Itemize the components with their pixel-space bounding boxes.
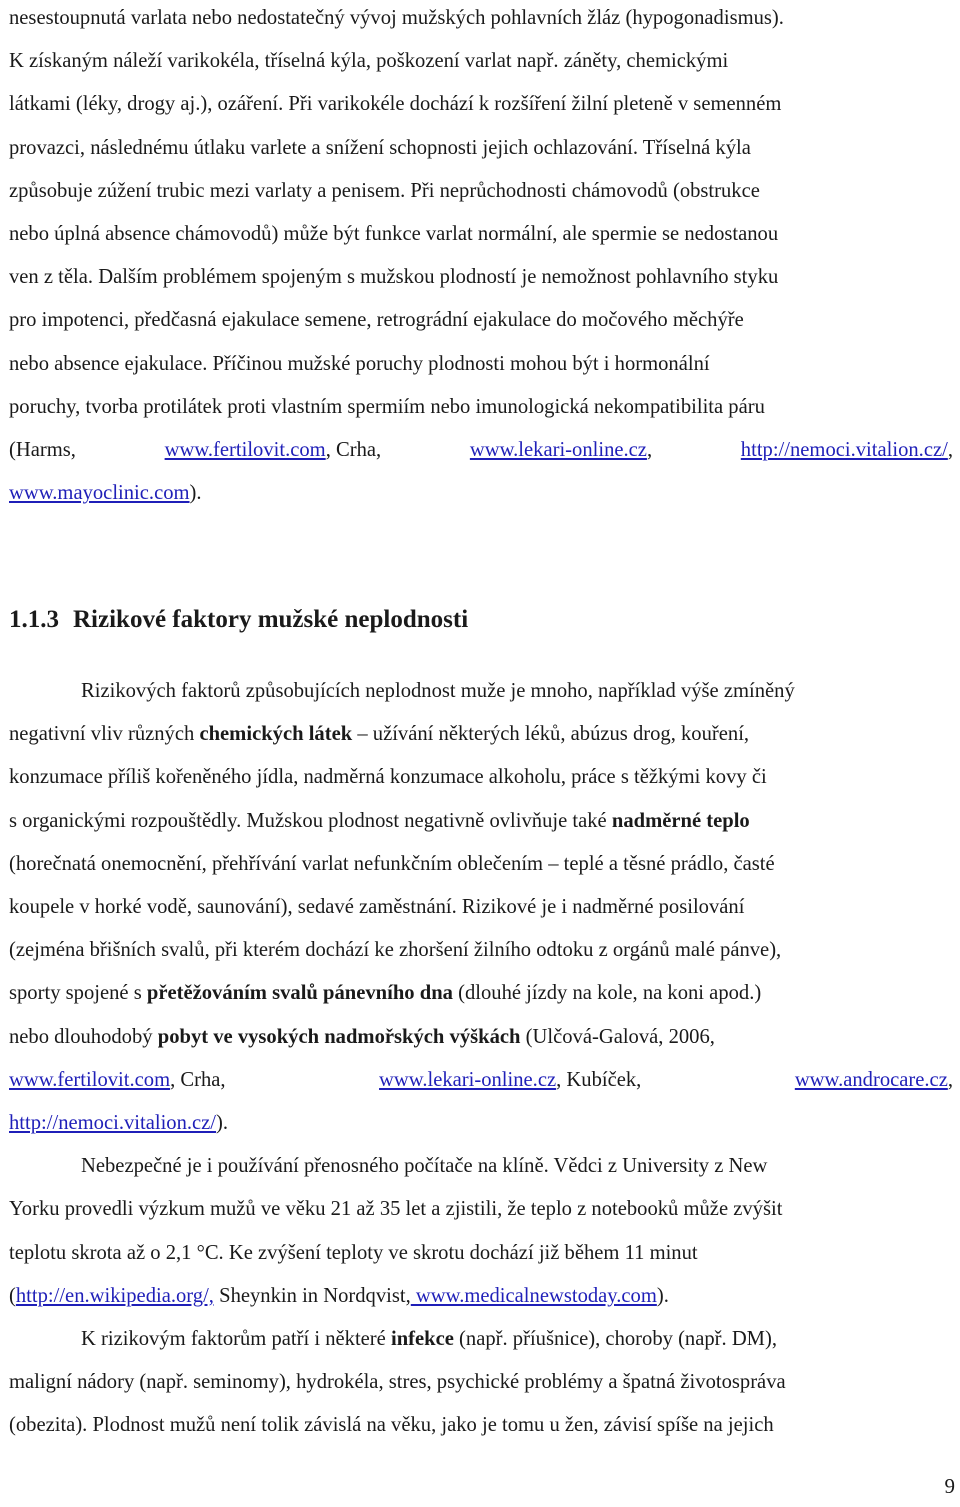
text: , [947, 1068, 953, 1091]
text: , [947, 439, 953, 462]
paragraph-line-references [9, 429, 953, 472]
link-androcare[interactable]: www.androcare.cz [794, 1068, 948, 1091]
section-title: Rizikové faktory mužské neplodnosti [73, 606, 469, 633]
paragraph-line: nesestoupnutá varlata nebo nedostatečný vývoj mužských pohlavních žláz (hypogonadismus). [9, 7, 784, 29]
bold-text: pobyt ve vysokých nadmořských výškách [157, 1025, 521, 1048]
text: K rizikovým faktorům patří i některé [81, 1328, 386, 1351]
link-fertilovit[interactable]: www.fertilovit.com [9, 1068, 171, 1091]
text: (Harms, [9, 439, 76, 462]
paragraph-line: ven z těla. Dalším problémem spojeným s mužskou plodností je nemožnost pohlavního styku [9, 266, 779, 289]
text: , Crha, [170, 1068, 226, 1091]
text-group [741, 429, 953, 472]
link-fertilovit[interactable]: www.fertilovit.com [164, 439, 326, 462]
text-group [795, 1059, 953, 1102]
paragraph-line: (horečnatá onemocnění, přehřívání varlat nefunkčním oblečením – teplé a těsné prádlo, časté [9, 852, 775, 875]
paragraph-line-references [9, 1059, 953, 1102]
text: Sheynkin in Nordqvist, [213, 1284, 411, 1307]
paragraph-line: teplotu skrota až o 2,1 °C. Ke zvýšení teploty ve skrotu dochází již během 11 minut [9, 1241, 698, 1264]
paragraph-line [9, 1016, 953, 1059]
text-group [165, 429, 382, 472]
text: ). [189, 482, 202, 505]
text: ). [216, 1112, 229, 1135]
text-group [379, 1059, 641, 1102]
paragraph-line: (obezita). Plodnost mužů není tolik závislá na věku, jako je tomu u žen, závisí spíše na jejich [9, 1414, 774, 1437]
link-wikipedia[interactable]: http://en.wikipedia.org/, [15, 1284, 214, 1307]
link-medicalnewstoday[interactable]: www.medicalnewstoday.com [410, 1284, 657, 1307]
paragraph-line: koupele v horké vodě, saunování), sedavé zaměstnání. Rizikové je i nadměrné posilování [9, 896, 745, 919]
text: , Kubíček, [556, 1068, 642, 1091]
text: (např. příušnice), choroby (např. DM), [459, 1328, 778, 1351]
paragraph-line: látkami (léky, drogy aj.), ozáření. Při varikokéle dochází k rozšíření žilní pleteně v semenném [9, 93, 782, 116]
link-nemoci-vitalion[interactable]: http://nemoci.vitalion.cz/ [740, 439, 948, 462]
text: nebo dlouhodobý [9, 1025, 153, 1048]
paragraph-line: pro impotenci, předčasná ejakulace semene, retrográdní ejakulace do močového měchýře [9, 309, 744, 332]
paragraph-line: provazci, následnému útlaku varlete a snížení schopnosti jejich ochlazování. Tříselná kýla [9, 136, 751, 159]
paragraph-line [9, 1318, 953, 1361]
text-group [9, 1059, 226, 1102]
text: (dlouhé jízdy na kole, na koni apod.) [458, 982, 762, 1005]
bold-text: chemických látek [199, 723, 353, 746]
paragraph-line: (zejména břišních svalů, při kterém dochází ke zhoršení žilního odtoku z orgánů malé pánve), [9, 939, 782, 962]
paragraph-line [9, 713, 953, 756]
section-number: 1.1.3 [9, 606, 59, 633]
paragraph-line: způsobuje zúžení trubic mezi varlaty a penisem. Při neprůchodnosti chámovodů (obstrukce [9, 179, 760, 202]
paragraph-line: Rizikových faktorů způsobujících neplodnost muže je mnoho, například výše zmíněný [81, 680, 795, 702]
text: – užívání některých léků, abúzus drog, kouření, [357, 723, 750, 746]
text-group [470, 429, 652, 472]
page-number: 9 [944, 1474, 955, 1498]
text: ( [9, 1284, 16, 1307]
link-lekari-online[interactable]: www.lekari-online.cz [469, 439, 647, 462]
paragraph-line [9, 972, 953, 1015]
paragraph-line: nebo úplná absence chámovodů) může být funkce varlat normální, ale spermie se nedostanou [9, 223, 779, 246]
text: negativní vliv různých [9, 723, 195, 746]
paragraph-line [9, 800, 953, 843]
text: , Crha, [325, 439, 382, 462]
link-lekari-online[interactable]: www.lekari-online.cz [379, 1068, 557, 1091]
paragraph-line: konzumace příliš kořeněného jídla, nadměrná konzumace alkoholu, práce s těžkými kovy či [9, 766, 767, 789]
paragraph-line: K získaným náleží varikokéla, tříselná kýla, poškození varlat např. záněty, chemickými [9, 50, 729, 73]
bold-text: infekce [390, 1328, 454, 1351]
paragraph-line [9, 1275, 953, 1318]
paragraph-line: maligní nádory (např. seminomy), hydrokéla, stres, psychické problémy a špatná životospráva [9, 1371, 786, 1394]
text: ). [656, 1284, 669, 1307]
text: (Ulčová-Galová, 2006, [525, 1025, 715, 1048]
link-mayoclinic[interactable]: www.mayoclinic.com [9, 482, 190, 505]
paragraph-line [9, 472, 953, 515]
paragraph-line [9, 1102, 953, 1145]
section-body [9, 670, 953, 1448]
text: sporty spojené s [9, 982, 142, 1005]
paragraph-line: Nebezpečné je i používání přenosného počítače na klíně. Vědci z University z New [81, 1155, 768, 1178]
top-paragraph [9, 0, 953, 515]
section-heading [9, 600, 468, 640]
bold-text: nadměrné teplo [611, 809, 750, 832]
text: s organickými rozpouštědly. Mužskou plodnost negativně ovlivňuje také [9, 809, 607, 832]
paragraph-line: Yorku provedli výzkum mužů ve věku 21 až 35 let a zjistili, že teplo z notebooků může zvýšit [9, 1198, 783, 1221]
paragraph-line: poruchy, tvorba protilátek proti vlastním spermiím nebo imunologická nekompatibilita páru [9, 395, 765, 418]
bold-text: přetěžováním svalů pánevního dna [146, 982, 453, 1005]
text: , [646, 439, 653, 462]
paragraph-line: nebo absence ejakulace. Příčinou mužské poruchy plodnosti mohou být i hormonální [9, 352, 710, 375]
link-nemoci-vitalion[interactable]: http://nemoci.vitalion.cz/ [9, 1112, 217, 1135]
